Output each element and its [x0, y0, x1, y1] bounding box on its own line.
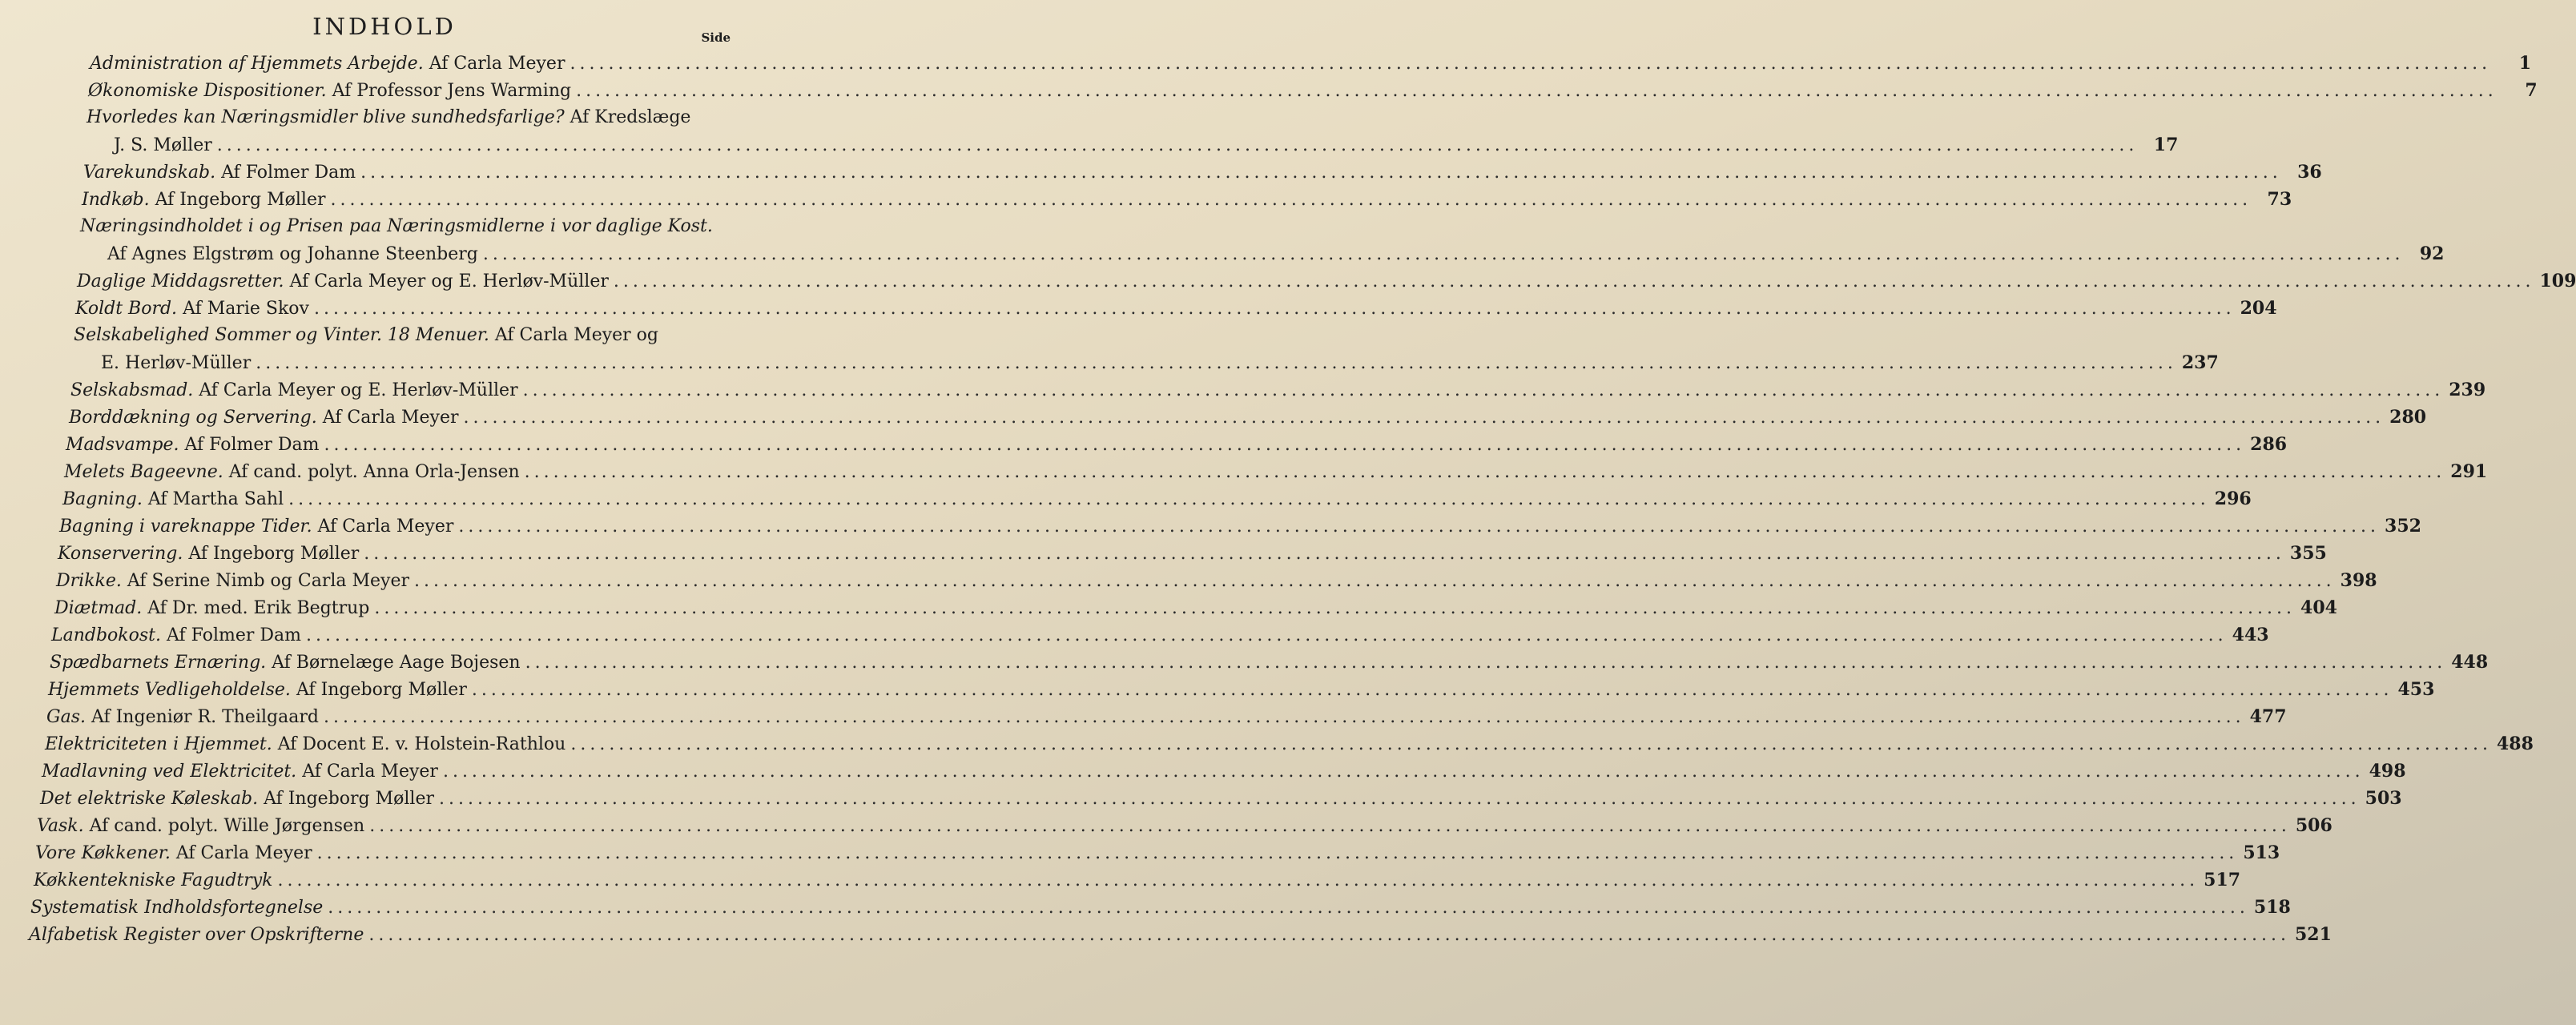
- toc-entry-title: Daglige Middagsretter.: [77, 271, 284, 291]
- toc-entry-page-number: 92: [2419, 243, 2445, 264]
- toc-entry-title: Systematisk Indholdsfortegnelse: [30, 898, 324, 918]
- toc-entry-author: Af Marie Skov: [183, 299, 309, 319]
- toc-entry-author: Af Carla Meyer: [429, 54, 566, 74]
- dot-leader: ........................................................................................................................................................................................................: [525, 653, 2447, 673]
- toc-entry-title: Vask.: [37, 816, 84, 836]
- toc-entry: [29, 921, 2332, 948]
- toc-entry-author: Af Ingeborg Møller: [296, 680, 467, 700]
- toc-entry: [87, 104, 2179, 159]
- toc-entry-page-number: 517: [2204, 870, 2241, 890]
- side-column-label: Side: [701, 30, 731, 45]
- dot-leader: ........................................................................................................................................................................................................: [256, 353, 2177, 373]
- dot-leader: ........................................................................................................................................................................................................: [463, 408, 2385, 428]
- toc-entry: [50, 649, 2489, 676]
- toc-entry-title: Selskabelighed Sommer og Vinter. 18 Menuer.: [74, 325, 489, 345]
- toc-entry-title: Gas.: [46, 707, 86, 727]
- toc-entry-author: Af Carla Meyer: [175, 843, 312, 863]
- toc-entry-page-number: 237: [2181, 352, 2219, 373]
- dot-leader: ........................................................................................................................................................................................................: [368, 925, 2290, 945]
- toc-entry-page-number: 355: [2289, 543, 2327, 564]
- toc-entry-author: Af Carla Meyer: [322, 408, 459, 428]
- dot-leader: ........................................................................................................................................................................................................: [324, 435, 2246, 455]
- toc-entry: [35, 839, 2280, 866]
- table-of-contents: [0, 50, 2576, 948]
- toc-entry-author-continued: E. Herløv-Müller: [101, 353, 252, 373]
- toc-entry-page-number: 498: [2369, 761, 2406, 782]
- toc-entry-author: Af Carla Meyer og E. Herløv-Müller: [199, 380, 518, 400]
- toc-entry-author: Af Martha Sahl: [147, 489, 284, 509]
- toc-entry-author: Af Carla Meyer: [302, 762, 438, 782]
- toc-entry-author: Af Kredslæge: [570, 107, 691, 127]
- toc-entry-title: Borddækning og Servering.: [69, 408, 317, 428]
- dot-leader: ........................................................................................................................................................................................................: [442, 762, 2365, 782]
- dot-leader: ........................................................................................................................................................................................................: [216, 135, 2139, 155]
- toc-entry-title: Bagning.: [62, 489, 143, 509]
- dot-leader: ........................................................................................................................................................................................................: [374, 598, 2296, 618]
- toc-entry-author: Af Folmer Dam: [221, 163, 356, 183]
- toc-entry: [40, 785, 2402, 812]
- toc-entry-page-number: 443: [2232, 625, 2269, 645]
- toc-entry-author: Af Ingeborg Møller: [155, 190, 326, 210]
- dot-leader: ........................................................................................................................................................................................................: [576, 81, 2498, 101]
- toc-entry-title: Madlavning ved Elektricitet.: [42, 762, 297, 782]
- dot-leader: ........................................................................................................................................................................................................: [277, 870, 2200, 890]
- dot-leader: ........................................................................................................................................................................................................: [613, 271, 2535, 291]
- toc-entry: [46, 703, 2287, 730]
- toc-entry-page-number: 404: [2300, 597, 2337, 618]
- dot-leader: ........................................................................................................................................................................................................: [570, 54, 2492, 74]
- toc-entry-title: Selskabsmad.: [70, 380, 194, 400]
- toc-entry: [90, 50, 2532, 77]
- toc-entry-page-number: 17: [2153, 135, 2179, 155]
- dot-leader: ........................................................................................................................................................................................................: [369, 816, 2291, 836]
- toc-entry-page-number: 286: [2250, 434, 2288, 455]
- toc-entry-author-continued: J. S. Møller: [114, 135, 212, 155]
- dot-leader: ........................................................................................................................................................................................................: [306, 625, 2228, 645]
- toc-entry-title: Økonomiske Dispositioner.: [88, 81, 327, 101]
- toc-entry-title: Spædbarnets Ernæring.: [50, 653, 267, 673]
- dot-leader: ........................................................................................................................................................................................................: [482, 244, 2405, 264]
- dot-leader: ........................................................................................................................................................................................................: [330, 190, 2252, 210]
- dot-leader: ........................................................................................................................................................................................................: [471, 680, 2393, 700]
- toc-entry: [58, 540, 2327, 567]
- toc-entry-page-number: 518: [2253, 897, 2291, 918]
- toc-entry-title: Administration af Hjemmets Arbejde.: [90, 54, 424, 74]
- toc-entry: [82, 186, 2292, 213]
- toc-entry: [64, 458, 2488, 485]
- dot-leader: ........................................................................................................................................................................................................: [364, 544, 2285, 564]
- toc-entry: [88, 77, 2538, 104]
- toc-entry-author: Af Carla Meyer og E. Herløv-Müller: [289, 271, 609, 291]
- toc-entry: [56, 567, 2377, 594]
- toc-entry-page-number: 352: [2385, 516, 2421, 537]
- toc-entry-author-continued: Af Agnes Elgstrøm og Johanne Steenberg: [107, 244, 478, 264]
- toc-entry: [59, 512, 2421, 540]
- dot-leader: ........................................................................................................................................................................................................: [522, 380, 2445, 400]
- toc-entry-page-number: 453: [2397, 679, 2435, 700]
- toc-entry-page-number: 398: [2340, 570, 2377, 591]
- dot-leader: ........................................................................................................................................................................................................: [524, 462, 2446, 482]
- toc-entry: [77, 267, 2576, 295]
- toc-entry: [37, 812, 2332, 839]
- dot-leader: ........................................................................................................................................................................................................: [328, 898, 2249, 918]
- toc-entry-page-number: 521: [2294, 924, 2332, 945]
- page-title: INDHOLD: [312, 13, 457, 40]
- toc-entry-title: Melets Bageevne.: [64, 462, 223, 482]
- toc-entry: [62, 485, 2252, 512]
- toc-entry-author: Af Dr. med. Erik Begtrup: [147, 598, 370, 618]
- toc-entry-author: Af cand. polyt. Wille Jørgensen: [89, 816, 365, 836]
- toc-entry-title: Diætmad.: [54, 598, 143, 618]
- toc-entry-author: Af Folmer Dam: [167, 625, 302, 645]
- toc-entry-title: Vore Køkkener.: [35, 843, 171, 863]
- toc-entry: [45, 730, 2534, 758]
- toc-entry-author: Af Docent E. v. Holstein-Rathlou: [277, 734, 566, 754]
- toc-entry-page-number: 291: [2450, 461, 2488, 482]
- toc-entry: [66, 431, 2288, 458]
- toc-entry-title: Køkkentekniske Fagudtryk: [34, 870, 273, 890]
- toc-entry-author: Af Ingeborg Møller: [264, 789, 434, 809]
- toc-entry: [51, 621, 2269, 649]
- toc-entry-page-number: 36: [2297, 162, 2322, 183]
- toc-entry-title: Alfabetisk Register over Opskrifterne: [29, 925, 364, 945]
- dot-leader: ........................................................................................................................................................................................................: [316, 843, 2239, 863]
- toc-entry-title: Konservering.: [58, 544, 183, 564]
- toc-entry: [80, 213, 2445, 267]
- toc-entry-author: Af Professor Jens Warming: [332, 81, 572, 101]
- dot-leader: ........................................................................................................................................................................................................: [313, 299, 2236, 319]
- toc-entry: [54, 594, 2337, 621]
- toc-entry-title: Elektriciteten i Hjemmet.: [45, 734, 272, 754]
- toc-entry-title: Hvorledes kan Næringsmidler blive sundhedsfarlige?: [87, 107, 565, 127]
- dot-leader: ........................................................................................................................................................................................................: [458, 517, 2381, 537]
- toc-entry-page-number: 488: [2496, 734, 2534, 754]
- dot-leader: ........................................................................................................................................................................................................: [323, 707, 2245, 727]
- toc-entry: [48, 676, 2435, 703]
- toc-entry-page-number: 506: [2295, 815, 2332, 836]
- toc-entry-title: Det elektriske Køleskab.: [40, 789, 259, 809]
- toc-entry-title: Landbokost.: [51, 625, 162, 645]
- toc-entry-title: Næringsindholdet i og Prisen paa Næringsmidlerne i vor daglige Kost.: [80, 216, 713, 236]
- toc-entry-page-number: 296: [2214, 488, 2252, 509]
- toc-entry: [69, 404, 2427, 431]
- toc-entry-title: Hjemmets Vedligeholdelse.: [48, 680, 291, 700]
- toc-entry-page-number: 280: [2389, 407, 2427, 428]
- dot-leader: ........................................................................................................................................................................................................: [414, 571, 2336, 591]
- dot-leader: ........................................................................................................................................................................................................: [570, 734, 2492, 754]
- toc-entry-author: Af Serine Nimb og Carla Meyer: [127, 571, 410, 591]
- toc-entry: [83, 159, 2322, 186]
- toc-entry: [30, 894, 2291, 921]
- toc-entry-page-number: 73: [2267, 189, 2292, 210]
- dot-leader: ........................................................................................................................................................................................................: [360, 163, 2282, 183]
- toc-entry-title: Madsvampe.: [66, 435, 179, 455]
- toc-entry-author: Af Folmer Dam: [184, 435, 320, 455]
- toc-entry-author: Af Carla Meyer og: [494, 325, 659, 345]
- toc-entry-page-number: 204: [2240, 298, 2277, 319]
- toc-entry-title: Varekundskab.: [83, 163, 216, 183]
- toc-entry-author: Af Ingeborg Møller: [188, 544, 360, 564]
- toc-entry-page-number: 503: [2365, 788, 2402, 809]
- toc-entry-page-number: 477: [2249, 706, 2287, 727]
- toc-entry: [70, 376, 2486, 404]
- toc-entry-page-number: 109: [2539, 271, 2576, 291]
- toc-entry-author: Af cand. polyt. Anna Orla-Jensen: [228, 462, 520, 482]
- toc-entry-title: Indkøb.: [82, 190, 150, 210]
- toc-entry-page-number: 239: [2449, 380, 2486, 400]
- toc-entry-title: Koldt Bord.: [75, 299, 178, 319]
- toc-entry-page-number: 448: [2451, 652, 2489, 673]
- toc-entry: [42, 758, 2406, 785]
- toc-entry-author: Af Børnelæge Aage Bojesen: [272, 653, 521, 673]
- toc-entry: [34, 866, 2241, 894]
- toc-entry: [75, 295, 2277, 322]
- toc-entry-page-number: 7: [2525, 80, 2538, 101]
- dot-leader: ........................................................................................................................................................................................................: [439, 789, 2361, 809]
- toc-entry-title: Bagning i vareknappe Tider.: [59, 517, 312, 537]
- toc-entry-page-number: 1: [2518, 53, 2532, 74]
- toc-entry-author: Af Carla Meyer: [317, 517, 454, 537]
- toc-entry-title: Drikke.: [56, 571, 122, 591]
- toc-entry-page-number: 513: [2243, 842, 2280, 863]
- dot-leader: ........................................................................................................................................................................................................: [288, 489, 2210, 509]
- toc-entry-author: Af Ingeniør R. Theilgaard: [91, 707, 319, 727]
- toc-entry: [74, 322, 2219, 376]
